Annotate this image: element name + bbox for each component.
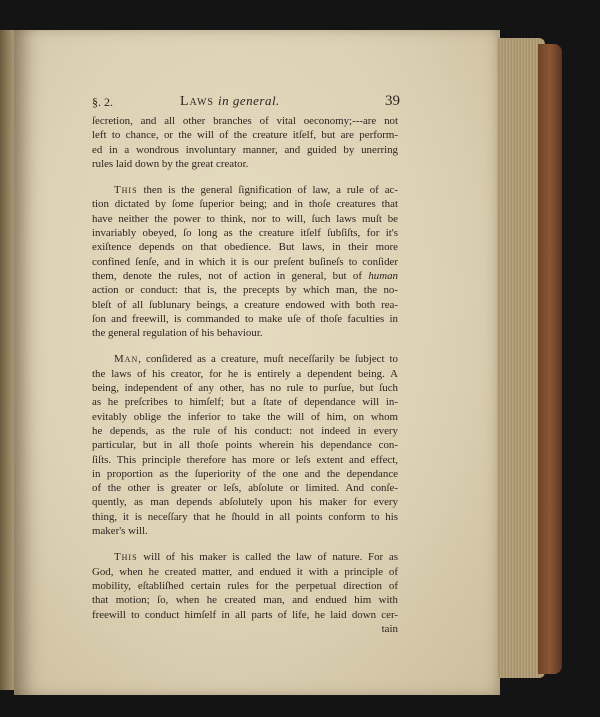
lead-word: Man <box>114 353 139 366</box>
running-title-caps: Laws <box>180 94 214 109</box>
text-line: tion dictated by ſome ſuperior being; and in thoſe creatures that <box>92 198 398 211</box>
text-line: ſecretion, and all other branches of vital oeconomy;---are not <box>92 115 398 127</box>
text-line: This will of his maker is called the law of nature. For as <box>114 551 398 564</box>
book-cover <box>538 44 562 674</box>
text-line: evitably oblige the inferior to take the will of him, on whom <box>92 410 398 423</box>
text-line: This then is the general ſignification of law, a rule of ac- <box>114 184 398 197</box>
text-line: them, denote the rules, not of action in general, but of human <box>92 269 398 282</box>
running-title <box>180 93 280 110</box>
text-line: Man, conſidered as a creature, muſt neceſſarily be ſubject to <box>114 353 398 366</box>
text-line: maker's will. <box>92 525 148 538</box>
text-line: the general regulation of his behaviour. <box>92 327 263 340</box>
text-line: mobility, eſtabliſhed certain rules for the perpetual direction of <box>92 579 398 592</box>
text-line: left to chance, or the will of the creature itſelf, but are perform- <box>92 129 398 142</box>
italic-word: human <box>368 269 398 282</box>
text-line: as he preſcribes to himſelf; but a ſtate of dependance will in- <box>92 396 398 409</box>
paragraph-2 <box>92 183 398 340</box>
text-line: quently, as man depends abſolutely upon his maker for every <box>92 496 398 509</box>
body-text <box>92 114 398 636</box>
text-line: particular, but in all thoſe points wherein his dependance con- <box>92 439 398 452</box>
text-line: that motion; ſo, when he created man, and endued him with <box>92 594 398 607</box>
catchword: tain <box>381 622 398 635</box>
lead-word: This <box>114 551 138 564</box>
text-line: invariably obeyed, ſo long as the creature itſelf ſubſiſts, for it's <box>92 227 398 240</box>
text-line: the laws of his creator, for he is entirely a dependent being. A <box>92 367 398 380</box>
text-line: have neither the power to think, nor to will, ſuch laws muſt be <box>92 212 398 225</box>
text-line: ſon and freewill, is commanded to make uſe of thoſe faculties in <box>92 312 398 325</box>
text-line: exiſtence depends on that obedience. But laws, in their more <box>92 241 398 254</box>
text-line: of the other is greater or leſs, abſolute or limited. And conſe- <box>92 482 398 495</box>
running-header <box>92 93 400 111</box>
text-line: rules laid down by the great creator. <box>92 157 249 170</box>
text-line: God, when he created matter, and endued it with a principle of <box>92 565 398 578</box>
page-number: 39 <box>385 93 400 109</box>
section-mark: §. 2. <box>92 95 113 109</box>
text-line: freewill to conduct himſelf in all parts of life, he laid down cer- <box>92 608 398 621</box>
text-line: in proportion as the ſuperiority of the one and the dependance <box>92 467 398 480</box>
lead-word: This <box>114 184 138 197</box>
text-line: confined ſenſe, and in which it is our preſent buſineſs to conſider <box>92 255 398 268</box>
text-line: being, independent of any other, has no rule to purſue, but ſuch <box>92 382 398 395</box>
text-line: he depends, as the rule of his conduct: not indeed in every <box>92 424 398 437</box>
text-line: ed in a wondrous involuntary manner, and guided by unerring <box>92 143 398 156</box>
text-line: ſiſts. This principle therefore has more or leſs extent and effect, <box>92 453 398 466</box>
text-line: bleſt of all ſublunary beings, a creature endowed with both rea- <box>92 298 398 311</box>
paragraph-3 <box>92 352 398 538</box>
paragraph-4 <box>92 550 398 636</box>
paragraph-1 <box>92 114 398 171</box>
text-line: thing, it is neceſſary that he ſhould in all points conform to his <box>92 510 398 523</box>
text-line: action or conduct: that is, the precepts by which man, the no- <box>92 284 398 297</box>
running-title-italic: in general. <box>217 93 280 108</box>
